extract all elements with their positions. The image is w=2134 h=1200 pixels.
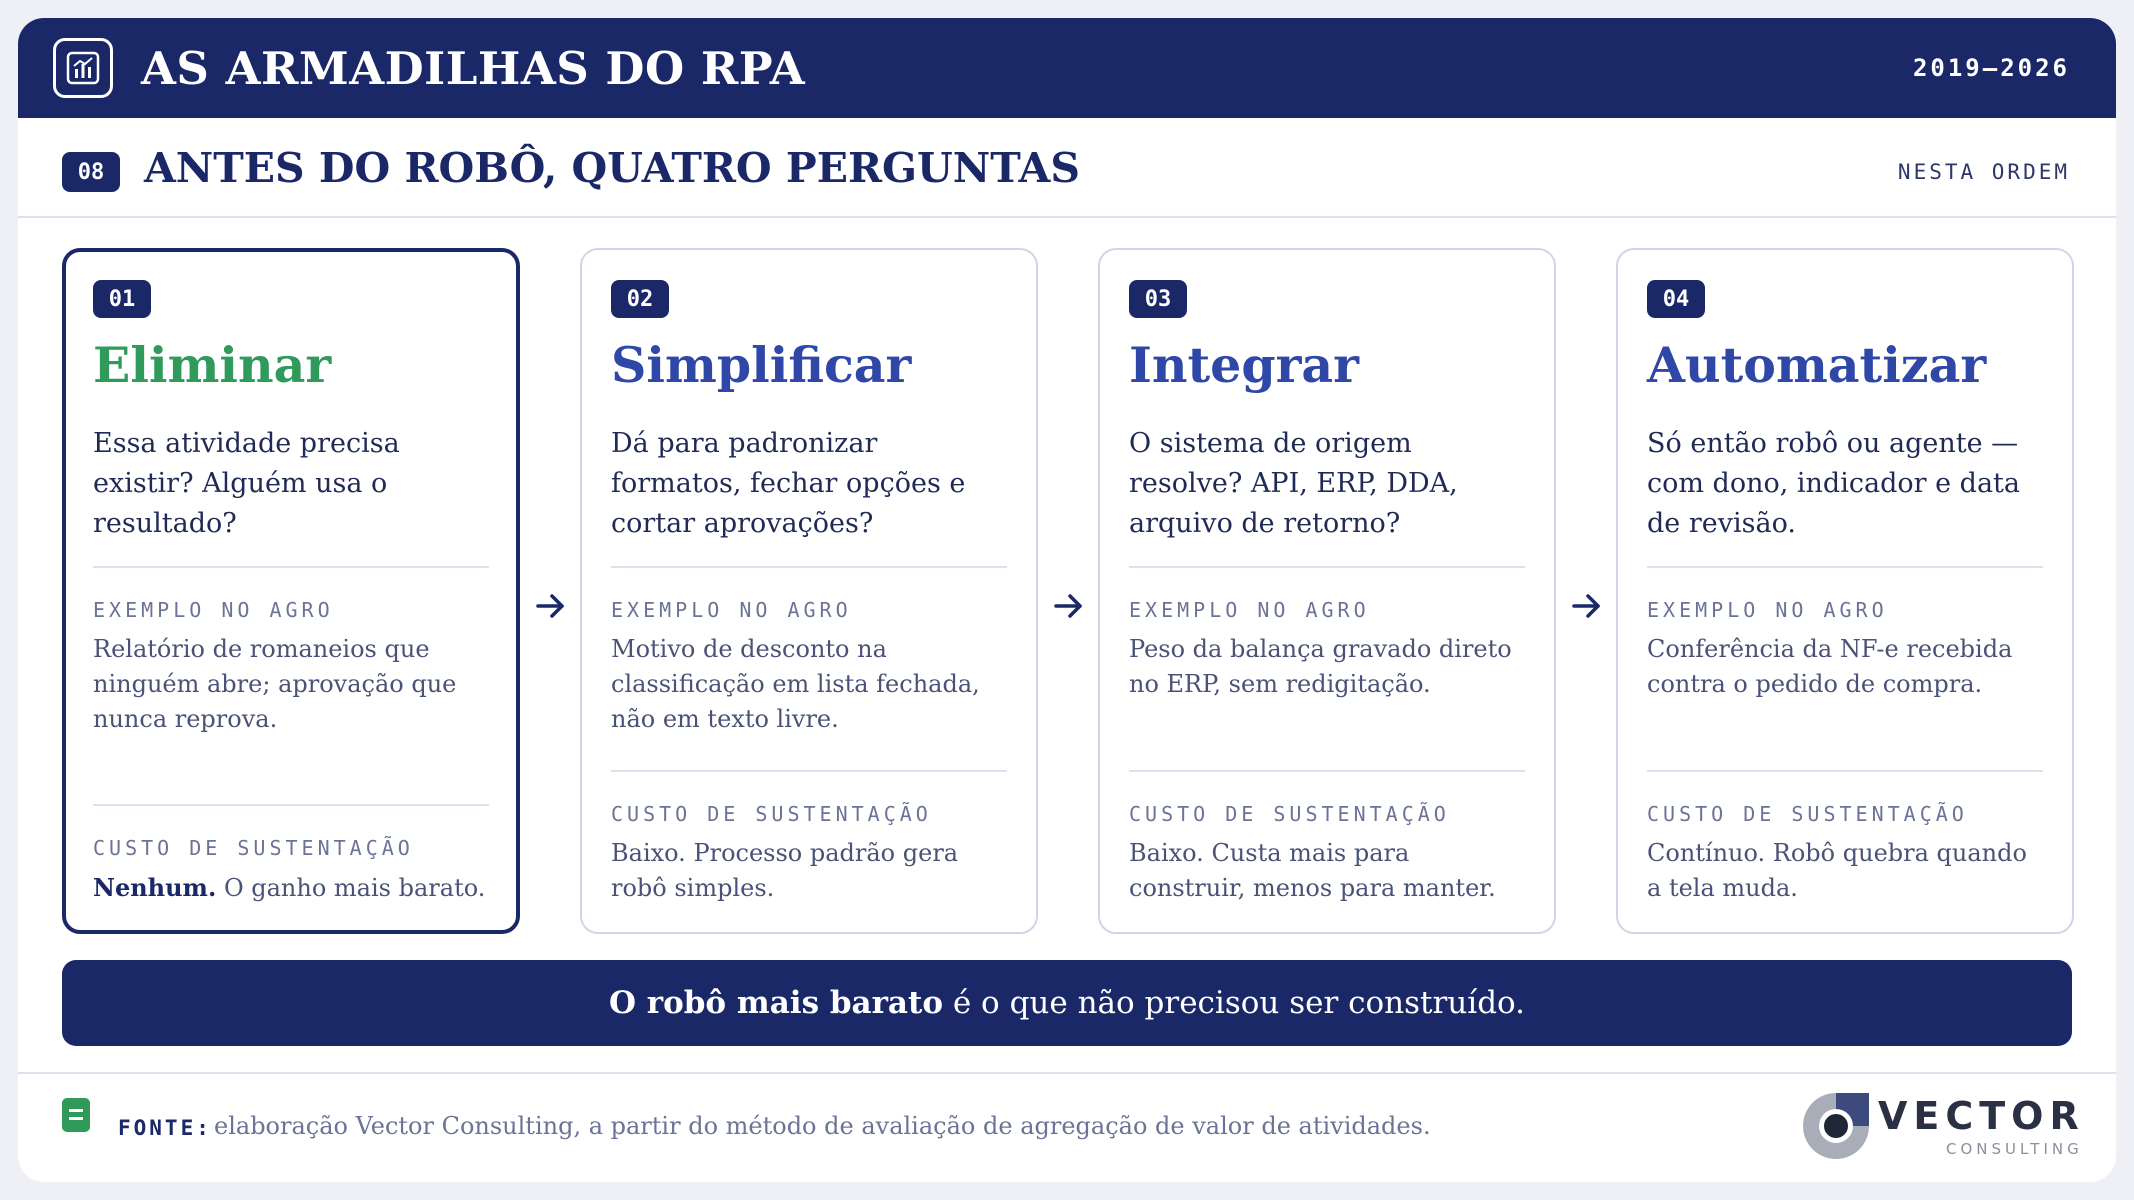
card-title: Eliminar xyxy=(93,336,332,394)
cost-text xyxy=(93,870,489,906)
arrow-right-icon xyxy=(533,588,569,624)
card-badge: 02 xyxy=(611,280,669,318)
example-label: EXEMPLO NO AGRO xyxy=(1647,598,1888,622)
card-divider xyxy=(1647,770,2043,772)
banner-rest: é o que não precisou ser construído. xyxy=(943,985,1526,1021)
example-text: Conferência da NF-e recebida contra o pedido de compra. xyxy=(1647,635,2013,698)
card-question: Só então robô ou agente — com dono, indicador e data de revisão. xyxy=(1647,428,2020,539)
card-divider xyxy=(93,804,489,806)
cost-label: CUSTO DE SUSTENTAÇÃO xyxy=(1647,802,1968,826)
example-text: Peso da balança gravado direto no ERP, sem redigitação. xyxy=(1129,635,1512,698)
example-label: EXEMPLO NO AGRO xyxy=(93,598,334,622)
slide-frame xyxy=(18,18,2116,1182)
cost-strong: Nenhum. xyxy=(93,873,217,902)
cost-text: Baixo. Processo padrão gera robô simples. xyxy=(611,839,959,902)
cost-label: CUSTO DE SUSTENTAÇÃO xyxy=(611,802,932,826)
card-divider xyxy=(93,566,489,568)
brand-sub: CONSULTING xyxy=(1946,1140,2083,1158)
card-title: Automatizar xyxy=(1647,336,1987,394)
top-bar xyxy=(18,18,2116,118)
cost-rest: O ganho mais barato. xyxy=(223,874,486,902)
card-badge: 04 xyxy=(1647,280,1705,318)
card-automatizar xyxy=(1616,248,2074,934)
banner-strong: O robô mais barato xyxy=(608,985,943,1021)
source-label: FONTE: xyxy=(118,1116,212,1140)
page-title: AS ARMADILHAS DO RPA xyxy=(141,42,806,95)
card-divider xyxy=(1129,566,1525,568)
card-question: Essa atividade precisa existir? Alguém usa o resultado? xyxy=(93,428,400,539)
card-question: Dá para padronizar formatos, fechar opções e cortar aprovações? xyxy=(611,428,966,539)
footer-divider xyxy=(18,1072,2116,1074)
card-divider xyxy=(611,770,1007,772)
arrow-right-icon xyxy=(1051,588,1087,624)
card-eliminar xyxy=(62,248,520,934)
cost-label: CUSTO DE SUSTENTAÇÃO xyxy=(93,836,414,860)
year-range: 2019–2026 xyxy=(1912,54,2070,82)
cost-text: Contínuo. Robô quebra quando a tela muda. xyxy=(1647,839,2027,902)
source-icon xyxy=(62,1098,90,1132)
card-divider xyxy=(611,566,1007,568)
chart-icon xyxy=(53,38,113,98)
cost-text: Baixo. Custa mais para construir, menos para manter. xyxy=(1129,839,1496,902)
conclusion-banner xyxy=(62,960,2072,1046)
card-title: Simplificar xyxy=(611,336,912,394)
cost-label: CUSTO DE SUSTENTAÇÃO xyxy=(1129,802,1450,826)
example-text: Motivo de desconto na classificação em lista fechada, não em texto livre. xyxy=(611,635,980,733)
card-question: O sistema de origem resolve? API, ERP, DDA, arquivo de retorno? xyxy=(1129,428,1458,539)
vector-logo-icon xyxy=(1800,1090,1872,1162)
card-divider xyxy=(1129,770,1525,772)
example-label: EXEMPLO NO AGRO xyxy=(1129,598,1370,622)
section-title: ANTES DO ROBÔ, QUATRO PERGUNTAS xyxy=(144,144,1080,192)
source-text: elaboração Vector Consulting, a partir do método de avaliação de agregação de valor de atividades. xyxy=(214,1112,1431,1140)
section-order-label: NESTA ORDEM xyxy=(1897,160,2070,184)
brand-name: VECTOR xyxy=(1878,1094,2085,1138)
card-badge: 03 xyxy=(1129,280,1187,318)
card-badge: 01 xyxy=(93,280,151,318)
card-simplificar xyxy=(580,248,1038,934)
section-divider xyxy=(18,216,2116,218)
example-text: Relatório de romaneios que ninguém abre; aprovação que nunca reprova. xyxy=(93,635,457,733)
arrow-right-icon xyxy=(1569,588,1605,624)
section-number: 08 xyxy=(62,152,120,192)
card-title: Integrar xyxy=(1129,336,1359,394)
example-label: EXEMPLO NO AGRO xyxy=(611,598,852,622)
brand-logo xyxy=(1800,1090,2090,1170)
card-integrar xyxy=(1098,248,1556,934)
card-divider xyxy=(1647,566,2043,568)
